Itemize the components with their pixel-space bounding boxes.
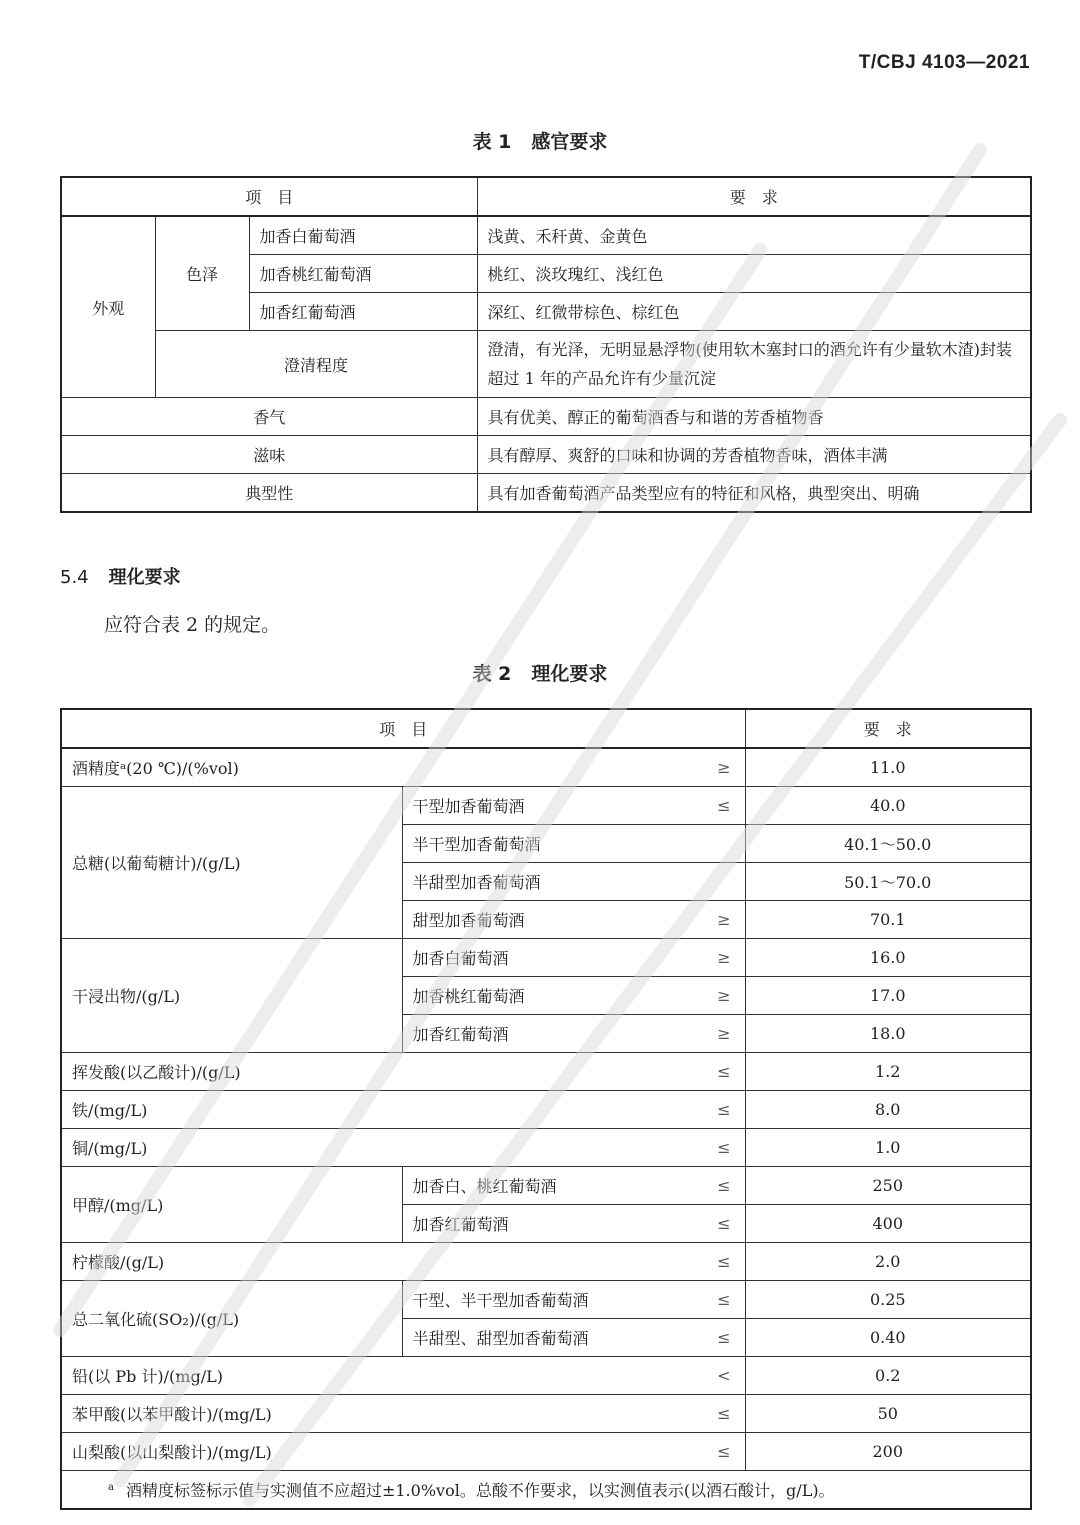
value-cell: 70.1	[745, 901, 1031, 939]
value-cell: 18.0	[745, 1015, 1031, 1053]
relation-symbol	[687, 825, 745, 863]
item-cell: 加香白葡萄酒	[249, 216, 477, 255]
subitem-cell: 干型、半干型加香葡萄酒	[402, 1281, 687, 1319]
table1-caption-number: 表 1	[472, 131, 512, 153]
table-row	[61, 1433, 1031, 1471]
value-cell: 40.1～50.0	[745, 825, 1031, 863]
value-cell: 0.25	[745, 1281, 1031, 1319]
subitem-cell: 加香白、桃红葡萄酒	[402, 1167, 687, 1205]
item-cell: 加香桃红葡萄酒	[249, 255, 477, 293]
value-cell: 400	[745, 1205, 1031, 1243]
value-cell: 1.2	[745, 1053, 1031, 1091]
relation-symbol: ≤	[687, 1395, 745, 1433]
table-row	[61, 787, 1031, 825]
subitem-cell: 甜型加香葡萄酒	[402, 901, 687, 939]
table1-caption-title: 感官要求	[531, 131, 608, 153]
subitem-cell: 干型加香葡萄酒	[402, 787, 687, 825]
item-cell: 澄清程度	[155, 331, 477, 398]
value-cell: 50	[745, 1395, 1031, 1433]
relation-symbol: ≤	[687, 1281, 745, 1319]
table-row	[61, 474, 1031, 513]
value-cell: 16.0	[745, 939, 1031, 977]
item-cell: 干浸出物/(g/L)	[61, 939, 402, 1053]
item-cell: 山梨酸(以山梨酸计)/(mg/L)	[61, 1433, 687, 1471]
relation-symbol: ≥	[687, 939, 745, 977]
table-row	[61, 1129, 1031, 1167]
table-row	[61, 1167, 1031, 1205]
table-row	[61, 331, 1031, 398]
subitem-cell: 加香桃红葡萄酒	[402, 977, 687, 1015]
item-cell: 香气	[61, 398, 477, 436]
relation-symbol: ≥	[687, 977, 745, 1015]
relation-symbol: ≥	[687, 901, 745, 939]
relation-symbol: <	[687, 1357, 745, 1395]
table2-caption-title: 理化要求	[531, 663, 608, 685]
color-subgroup-label: 色泽	[155, 216, 249, 331]
relation-symbol: ≤	[687, 1091, 745, 1129]
value-cell: 40.0	[745, 787, 1031, 825]
requirement-cell: 具有加香葡萄酒产品类型应有的特征和风格，典型突出、明确	[477, 474, 1031, 513]
value-cell: 8.0	[745, 1091, 1031, 1129]
table-row	[61, 939, 1031, 977]
item-cell: 总糖(以葡萄糖计)/(g/L)	[61, 787, 402, 939]
table-row	[61, 1281, 1031, 1319]
sensory-requirements-table	[60, 176, 1032, 513]
value-cell: 11.0	[745, 748, 1031, 787]
requirement-cell: 澄清，有光泽，无明显悬浮物(使用软木塞封口的酒允许有少量软木渣)封装超过 1 年的产品允许有少量沉淀	[477, 331, 1031, 398]
value-cell: 50.1～70.0	[745, 863, 1031, 901]
item-cell: 加香红葡萄酒	[249, 293, 477, 331]
table-row	[61, 216, 1031, 255]
subitem-cell: 半甜型加香葡萄酒	[402, 863, 687, 901]
item-cell: 甲醇/(mg/L)	[61, 1167, 402, 1243]
value-cell: 200	[745, 1433, 1031, 1471]
requirement-cell: 桃红、淡玫瑰红、浅红色	[477, 255, 1031, 293]
table-footnote-row	[61, 1471, 1031, 1510]
subitem-cell: 加香红葡萄酒	[402, 1015, 687, 1053]
footnote-text: 酒精度标签标示值与实测值不应超过±1.0%vol。总酸不作要求，以实测值表示(以酒石酸计，g/L)。	[125, 1481, 835, 1500]
relation-symbol	[687, 863, 745, 901]
section-number: 5.4	[60, 567, 89, 588]
section-heading	[60, 563, 181, 589]
table2-header-requirement: 要 求	[745, 709, 1031, 748]
requirement-cell: 具有醇厚、爽舒的口味和协调的芳香植物香味，酒体丰满	[477, 436, 1031, 474]
subitem-cell: 加香白葡萄酒	[402, 939, 687, 977]
value-cell: 0.2	[745, 1357, 1031, 1395]
relation-symbol: ≥	[687, 1015, 745, 1053]
item-cell: 铁/(mg/L)	[61, 1091, 687, 1129]
relation-symbol: ≤	[687, 1205, 745, 1243]
section-paragraph: 应符合表 2 的规定。	[104, 614, 281, 636]
item-cell: 酒精度ᵃ(20 ℃)/(%vol)	[61, 748, 687, 787]
value-cell: 2.0	[745, 1243, 1031, 1281]
value-cell: 1.0	[745, 1129, 1031, 1167]
table-row	[61, 398, 1031, 436]
item-cell: 典型性	[61, 474, 477, 513]
physicochemical-requirements-table	[60, 708, 1032, 1510]
table1-caption	[0, 127, 1080, 154]
table-row	[61, 1091, 1031, 1129]
table2-header-item: 项 目	[61, 709, 745, 748]
value-cell: 250	[745, 1167, 1031, 1205]
relation-symbol: ≤	[687, 1053, 745, 1091]
table-row	[61, 1357, 1031, 1395]
section-title: 理化要求	[108, 567, 181, 588]
subitem-cell: 加香红葡萄酒	[402, 1205, 687, 1243]
relation-symbol: ≥	[687, 748, 745, 787]
table2-caption	[0, 659, 1080, 686]
item-cell: 挥发酸(以乙酸计)/(g/L)	[61, 1053, 687, 1091]
subitem-cell: 半干型加香葡萄酒	[402, 825, 687, 863]
value-cell: 17.0	[745, 977, 1031, 1015]
footnote-marker: a	[108, 1481, 114, 1493]
item-cell: 柠檬酸/(g/L)	[61, 1243, 687, 1281]
relation-symbol: ≤	[687, 1433, 745, 1471]
appearance-group-label: 外观	[61, 216, 155, 398]
table-footnote	[61, 1471, 1031, 1510]
item-cell: 苯甲酸(以苯甲酸计)/(mg/L)	[61, 1395, 687, 1433]
item-cell: 铅(以 Pb 计)/(mg/L)	[61, 1357, 687, 1395]
table1-header-item: 项 目	[61, 177, 477, 216]
requirement-cell: 浅黄、禾秆黄、金黄色	[477, 216, 1031, 255]
table2-caption-number: 表 2	[472, 663, 512, 685]
subitem-cell: 半甜型、甜型加香葡萄酒	[402, 1319, 687, 1357]
table-row	[61, 1395, 1031, 1433]
relation-symbol: ≤	[687, 1129, 745, 1167]
table-row	[61, 1053, 1031, 1091]
relation-symbol: ≤	[687, 1243, 745, 1281]
relation-symbol: ≤	[687, 787, 745, 825]
item-cell: 总二氧化硫(SO₂)/(g/L)	[61, 1281, 402, 1357]
item-cell: 滋味	[61, 436, 477, 474]
standard-code: T/CBJ 4103—2021	[858, 52, 1030, 73]
table-row	[61, 436, 1031, 474]
value-cell: 0.40	[745, 1319, 1031, 1357]
table-row	[61, 748, 1031, 787]
table-row	[61, 1243, 1031, 1281]
relation-symbol: ≤	[687, 1167, 745, 1205]
requirement-cell: 深红、红微带棕色、棕红色	[477, 293, 1031, 331]
relation-symbol: ≤	[687, 1319, 745, 1357]
requirement-cell: 具有优美、醇正的葡萄酒香与和谐的芳香植物香	[477, 398, 1031, 436]
item-cell: 铜/(mg/L)	[61, 1129, 687, 1167]
table1-header-requirement: 要 求	[477, 177, 1031, 216]
